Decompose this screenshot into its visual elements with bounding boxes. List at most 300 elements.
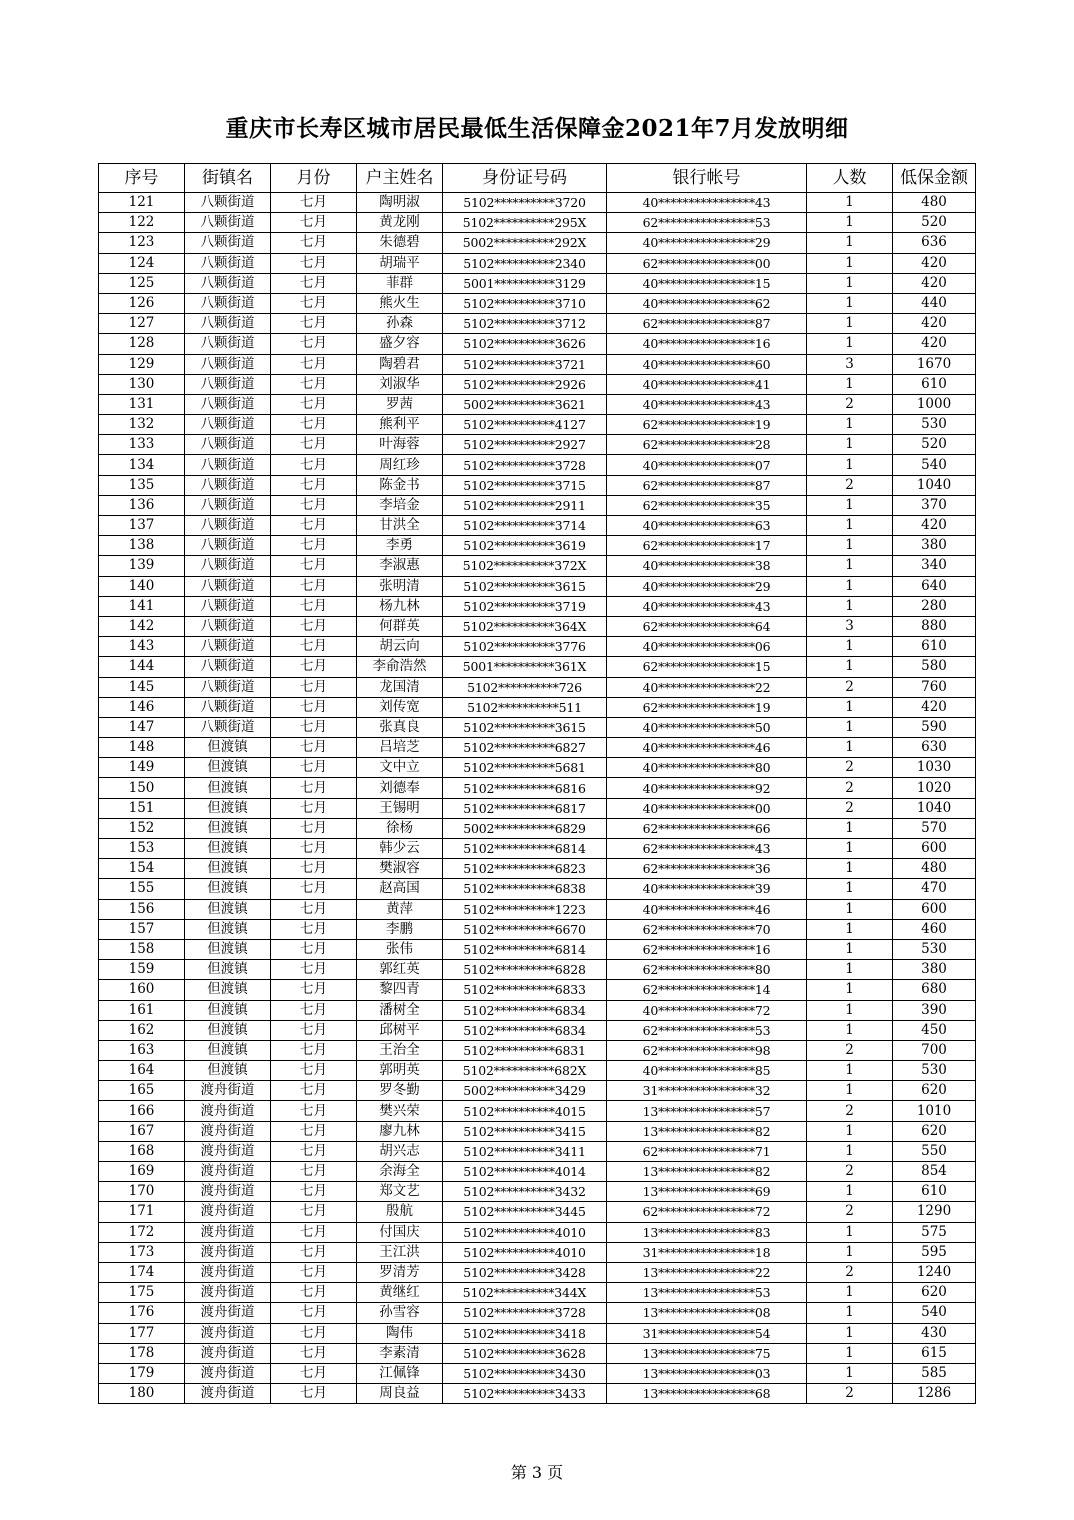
cell-serial: 130 [99,374,185,394]
cell-serial: 170 [99,1182,185,1202]
cell-id-number: 5102**********3628 [443,1343,607,1363]
cell-bank-account: 40****************72 [607,1000,807,1020]
cell-id-number: 5102**********344X [443,1283,607,1303]
cell-serial: 176 [99,1303,185,1323]
cell-serial: 179 [99,1363,185,1383]
cell-month: 七月 [271,596,357,616]
cell-street: 渡舟街道 [185,1384,271,1404]
cell-serial: 121 [99,193,185,213]
cell-people-count: 1 [807,980,893,1000]
cell-bank-account: 40****************43 [607,596,807,616]
cell-serial: 134 [99,455,185,475]
cell-month: 七月 [271,919,357,939]
cell-street: 八颗街道 [185,455,271,475]
cell-id-number: 5102**********6831 [443,1040,607,1060]
cell-street: 但渡镇 [185,798,271,818]
cell-id-number: 5102**********6814 [443,939,607,959]
cell-householder: 熊利平 [357,415,443,435]
table-row [99,314,976,334]
cell-householder: 刘德奉 [357,778,443,798]
cell-amount: 610 [893,1182,976,1202]
cell-people-count: 1 [807,1121,893,1141]
table-row [99,980,976,1000]
cell-serial: 137 [99,516,185,536]
cell-bank-account: 62****************72 [607,1202,807,1222]
cell-serial: 150 [99,778,185,798]
cell-street: 八颗街道 [185,415,271,435]
table-row [99,435,976,455]
cell-month: 七月 [271,697,357,717]
cell-people-count: 1 [807,1283,893,1303]
header-id-number: 身份证号码 [443,164,607,193]
cell-id-number: 5102**********1223 [443,899,607,919]
cell-amount: 530 [893,939,976,959]
cell-serial: 165 [99,1081,185,1101]
table-row [99,1222,976,1242]
cell-bank-account: 62****************15 [607,657,807,677]
cell-people-count: 1 [807,697,893,717]
cell-householder: 周红珍 [357,455,443,475]
cell-bank-account: 40****************07 [607,455,807,475]
cell-bank-account: 40****************46 [607,738,807,758]
cell-street: 八颗街道 [185,657,271,677]
cell-bank-account: 62****************16 [607,939,807,959]
cell-people-count: 1 [807,1363,893,1383]
cell-street: 渡舟街道 [185,1121,271,1141]
cell-street: 八颗街道 [185,717,271,737]
cell-serial: 171 [99,1202,185,1222]
table-row [99,334,976,354]
cell-id-number: 5002**********292X [443,233,607,253]
cell-householder: 甘洪全 [357,516,443,536]
cell-month: 七月 [271,1040,357,1060]
cell-month: 七月 [271,293,357,313]
cell-id-number: 5102**********3728 [443,455,607,475]
table-row [99,1081,976,1101]
table-row [99,253,976,273]
cell-amount: 580 [893,657,976,677]
cell-street: 但渡镇 [185,939,271,959]
cell-householder: 陈金书 [357,475,443,495]
cell-month: 七月 [271,677,357,697]
cell-month: 七月 [271,879,357,899]
cell-householder: 李鹏 [357,919,443,939]
cell-id-number: 5102**********6823 [443,859,607,879]
table-row [99,1283,976,1303]
cell-people-count: 1 [807,818,893,838]
cell-householder: 朱德碧 [357,233,443,253]
table-row [99,839,976,859]
table-row [99,1384,976,1404]
cell-street: 八颗街道 [185,475,271,495]
cell-month: 七月 [271,1101,357,1121]
cell-month: 七月 [271,314,357,334]
cell-bank-account: 62****************66 [607,818,807,838]
cell-householder: 胡兴志 [357,1141,443,1161]
cell-amount: 620 [893,1081,976,1101]
cell-serial: 135 [99,475,185,495]
cell-serial: 141 [99,596,185,616]
cell-householder: 樊兴荣 [357,1101,443,1121]
cell-people-count: 1 [807,1182,893,1202]
cell-people-count: 1 [807,576,893,596]
cell-street: 渡舟街道 [185,1242,271,1262]
cell-householder: 付国庆 [357,1222,443,1242]
cell-bank-account: 62****************19 [607,415,807,435]
cell-householder: 胡瑞平 [357,253,443,273]
cell-householder: 盛夕容 [357,334,443,354]
cell-serial: 129 [99,354,185,374]
cell-serial: 152 [99,818,185,838]
cell-street: 渡舟街道 [185,1222,271,1242]
cell-serial: 145 [99,677,185,697]
cell-bank-account: 40****************29 [607,233,807,253]
cell-amount: 1286 [893,1384,976,1404]
cell-people-count: 1 [807,293,893,313]
cell-amount: 630 [893,738,976,758]
cell-month: 七月 [271,717,357,737]
cell-id-number: 5102**********3728 [443,1303,607,1323]
cell-householder: 黄继红 [357,1283,443,1303]
cell-street: 八颗街道 [185,536,271,556]
cell-month: 七月 [271,798,357,818]
cell-month: 七月 [271,637,357,657]
cell-householder: 李淑惠 [357,556,443,576]
cell-householder: 刘淑华 [357,374,443,394]
cell-householder: 王江洪 [357,1242,443,1262]
cell-street: 但渡镇 [185,738,271,758]
cell-street: 但渡镇 [185,1040,271,1060]
cell-street: 渡舟街道 [185,1262,271,1282]
cell-householder: 李素清 [357,1343,443,1363]
table-row [99,1141,976,1161]
cell-people-count: 1 [807,637,893,657]
cell-bank-account: 62****************87 [607,475,807,495]
cell-month: 七月 [271,1323,357,1343]
table-row [99,919,976,939]
cell-people-count: 1 [807,435,893,455]
cell-householder: 黎四青 [357,980,443,1000]
cell-serial: 149 [99,758,185,778]
cell-people-count: 1 [807,596,893,616]
cell-people-count: 1 [807,233,893,253]
table-row [99,677,976,697]
cell-bank-account: 13****************82 [607,1162,807,1182]
cell-amount: 570 [893,818,976,838]
cell-householder: 邱树平 [357,1020,443,1040]
cell-month: 七月 [271,1343,357,1363]
cell-householder: 周良益 [357,1384,443,1404]
cell-people-count: 2 [807,475,893,495]
cell-serial: 172 [99,1222,185,1242]
cell-id-number: 5102**********3411 [443,1141,607,1161]
cell-householder: 罗清芳 [357,1262,443,1282]
cell-people-count: 1 [807,455,893,475]
cell-serial: 157 [99,919,185,939]
cell-bank-account: 40****************60 [607,354,807,374]
cell-bank-account: 40****************85 [607,1061,807,1081]
cell-amount: 600 [893,899,976,919]
cell-month: 七月 [271,1222,357,1242]
cell-id-number: 5102**********3418 [443,1323,607,1343]
cell-bank-account: 13****************83 [607,1222,807,1242]
cell-street: 八颗街道 [185,616,271,636]
cell-street: 八颗街道 [185,697,271,717]
cell-id-number: 5102**********3615 [443,576,607,596]
cell-id-number: 5102**********3615 [443,717,607,737]
cell-bank-account: 40****************43 [607,193,807,213]
cell-id-number: 5102**********4014 [443,1162,607,1182]
cell-month: 七月 [271,495,357,515]
table-body [99,193,976,1404]
cell-serial: 153 [99,839,185,859]
cell-householder: 黄龙刚 [357,213,443,233]
cell-month: 七月 [271,1020,357,1040]
cell-people-count: 1 [807,273,893,293]
cell-serial: 148 [99,738,185,758]
cell-serial: 180 [99,1384,185,1404]
cell-householder: 李俞浩然 [357,657,443,677]
cell-id-number: 5001**********361X [443,657,607,677]
cell-bank-account: 40****************62 [607,293,807,313]
cell-id-number: 5102**********4010 [443,1222,607,1242]
cell-street: 八颗街道 [185,273,271,293]
cell-serial: 151 [99,798,185,818]
cell-serial: 147 [99,717,185,737]
cell-people-count: 1 [807,657,893,677]
cell-bank-account: 13****************53 [607,1283,807,1303]
cell-month: 七月 [271,475,357,495]
page-number: 第 3 页 [510,1463,564,1482]
table-row [99,859,976,879]
cell-month: 七月 [271,1081,357,1101]
cell-amount: 550 [893,1141,976,1161]
cell-month: 七月 [271,960,357,980]
cell-bank-account: 40****************15 [607,273,807,293]
cell-householder: 罗冬勤 [357,1081,443,1101]
cell-amount: 420 [893,697,976,717]
cell-amount: 620 [893,1283,976,1303]
cell-amount: 1670 [893,354,976,374]
cell-bank-account: 13****************69 [607,1182,807,1202]
table-row [99,556,976,576]
header-row [99,164,976,193]
cell-month: 七月 [271,980,357,1000]
cell-month: 七月 [271,455,357,475]
table-row [99,960,976,980]
cell-id-number: 5102**********682X [443,1061,607,1081]
cell-householder: 潘树全 [357,1000,443,1020]
cell-amount: 590 [893,717,976,737]
cell-street: 但渡镇 [185,960,271,980]
cell-amount: 460 [893,919,976,939]
table-row [99,273,976,293]
cell-street: 渡舟街道 [185,1283,271,1303]
cell-serial: 122 [99,213,185,233]
cell-street: 渡舟街道 [185,1162,271,1182]
cell-householder: 王治全 [357,1040,443,1060]
cell-householder: 李勇 [357,536,443,556]
cell-householder: 江佩锋 [357,1363,443,1383]
allowance-table [98,163,976,1404]
cell-id-number: 5102**********6670 [443,919,607,939]
table-row [99,1323,976,1343]
cell-street: 八颗街道 [185,314,271,334]
cell-householder: 廖九林 [357,1121,443,1141]
cell-id-number: 5102**********3712 [443,314,607,334]
cell-id-number: 5102**********3445 [443,1202,607,1222]
cell-serial: 126 [99,293,185,313]
cell-month: 七月 [271,213,357,233]
header-serial: 序号 [99,164,185,193]
cell-serial: 154 [99,859,185,879]
cell-people-count: 1 [807,1081,893,1101]
cell-serial: 128 [99,334,185,354]
cell-householder: 樊淑容 [357,859,443,879]
cell-people-count: 1 [807,193,893,213]
cell-bank-account: 40****************16 [607,334,807,354]
cell-people-count: 3 [807,354,893,374]
cell-id-number: 5002**********3621 [443,394,607,414]
cell-people-count: 2 [807,1384,893,1404]
cell-street: 但渡镇 [185,1020,271,1040]
cell-householder: 陶碧君 [357,354,443,374]
header-bank-account: 银行帐号 [607,164,807,193]
cell-householder: 赵高国 [357,879,443,899]
cell-amount: 440 [893,293,976,313]
cell-serial: 144 [99,657,185,677]
table-row [99,939,976,959]
cell-people-count: 1 [807,334,893,354]
cell-people-count: 1 [807,939,893,959]
table-row [99,495,976,515]
cell-bank-account: 62****************80 [607,960,807,980]
cell-id-number: 5102**********2340 [443,253,607,273]
cell-street: 八颗街道 [185,435,271,455]
cell-bank-account: 62****************35 [607,495,807,515]
table-row [99,1303,976,1323]
cell-amount: 370 [893,495,976,515]
cell-id-number: 5002**********6829 [443,818,607,838]
cell-month: 七月 [271,394,357,414]
cell-street: 八颗街道 [185,193,271,213]
cell-serial: 156 [99,899,185,919]
cell-serial: 169 [99,1162,185,1182]
table-row [99,1040,976,1060]
cell-amount: 540 [893,455,976,475]
cell-id-number: 5102**********4010 [443,1242,607,1262]
cell-bank-account: 62****************14 [607,980,807,1000]
cell-month: 七月 [271,1303,357,1323]
cell-street: 渡舟街道 [185,1323,271,1343]
cell-bank-account: 13****************82 [607,1121,807,1141]
header-householder: 户主姓名 [357,164,443,193]
cell-people-count: 1 [807,495,893,515]
cell-id-number: 5102**********2911 [443,495,607,515]
cell-householder: 罗茜 [357,394,443,414]
cell-amount: 420 [893,273,976,293]
cell-amount: 600 [893,839,976,859]
cell-street: 八颗街道 [185,637,271,657]
cell-amount: 585 [893,1363,976,1383]
cell-people-count: 1 [807,1141,893,1161]
cell-month: 七月 [271,859,357,879]
cell-month: 七月 [271,516,357,536]
cell-id-number: 5102**********6833 [443,980,607,1000]
cell-householder: 熊火生 [357,293,443,313]
cell-householder: 余海全 [357,1162,443,1182]
cell-amount: 640 [893,576,976,596]
cell-bank-account: 40****************63 [607,516,807,536]
table-row [99,354,976,374]
cell-month: 七月 [271,1242,357,1262]
cell-bank-account: 40****************41 [607,374,807,394]
cell-bank-account: 62****************98 [607,1040,807,1060]
table-row [99,657,976,677]
cell-bank-account: 62****************87 [607,314,807,334]
cell-people-count: 1 [807,1323,893,1343]
cell-month: 七月 [271,1384,357,1404]
table-row [99,1162,976,1182]
table-row [99,1242,976,1262]
cell-people-count: 1 [807,1020,893,1040]
cell-householder: 叶海蓉 [357,435,443,455]
page-title: 重庆市长寿区城市居民最低生活保障金2021年7月发放明细 [225,115,849,142]
cell-householder: 孙雪容 [357,1303,443,1323]
cell-people-count: 1 [807,859,893,879]
cell-serial: 140 [99,576,185,596]
cell-amount: 680 [893,980,976,1000]
cell-street: 八颗街道 [185,677,271,697]
cell-id-number: 5102**********5681 [443,758,607,778]
cell-id-number: 5102**********6816 [443,778,607,798]
table-row [99,455,976,475]
cell-street: 但渡镇 [185,859,271,879]
cell-bank-account: 31****************18 [607,1242,807,1262]
cell-amount: 420 [893,516,976,536]
cell-month: 七月 [271,193,357,213]
cell-month: 七月 [271,536,357,556]
cell-id-number: 5102**********2927 [443,435,607,455]
cell-month: 七月 [271,374,357,394]
cell-people-count: 1 [807,1222,893,1242]
cell-amount: 380 [893,960,976,980]
cell-people-count: 1 [807,1061,893,1081]
cell-street: 八颗街道 [185,213,271,233]
cell-amount: 280 [893,596,976,616]
cell-street: 八颗街道 [185,253,271,273]
cell-month: 七月 [271,758,357,778]
cell-id-number: 5102**********3433 [443,1384,607,1404]
cell-householder: 陶伟 [357,1323,443,1343]
cell-people-count: 1 [807,516,893,536]
cell-id-number: 5102**********3715 [443,475,607,495]
cell-people-count: 1 [807,717,893,737]
table-row [99,717,976,737]
table-row [99,475,976,495]
table-row [99,616,976,636]
cell-serial: 167 [99,1121,185,1141]
cell-householder: 张伟 [357,939,443,959]
cell-bank-account: 40****************00 [607,798,807,818]
cell-month: 七月 [271,233,357,253]
cell-month: 七月 [271,616,357,636]
cell-month: 七月 [271,839,357,859]
cell-householder: 殷航 [357,1202,443,1222]
cell-street: 但渡镇 [185,899,271,919]
cell-people-count: 1 [807,314,893,334]
cell-householder: 孙森 [357,314,443,334]
